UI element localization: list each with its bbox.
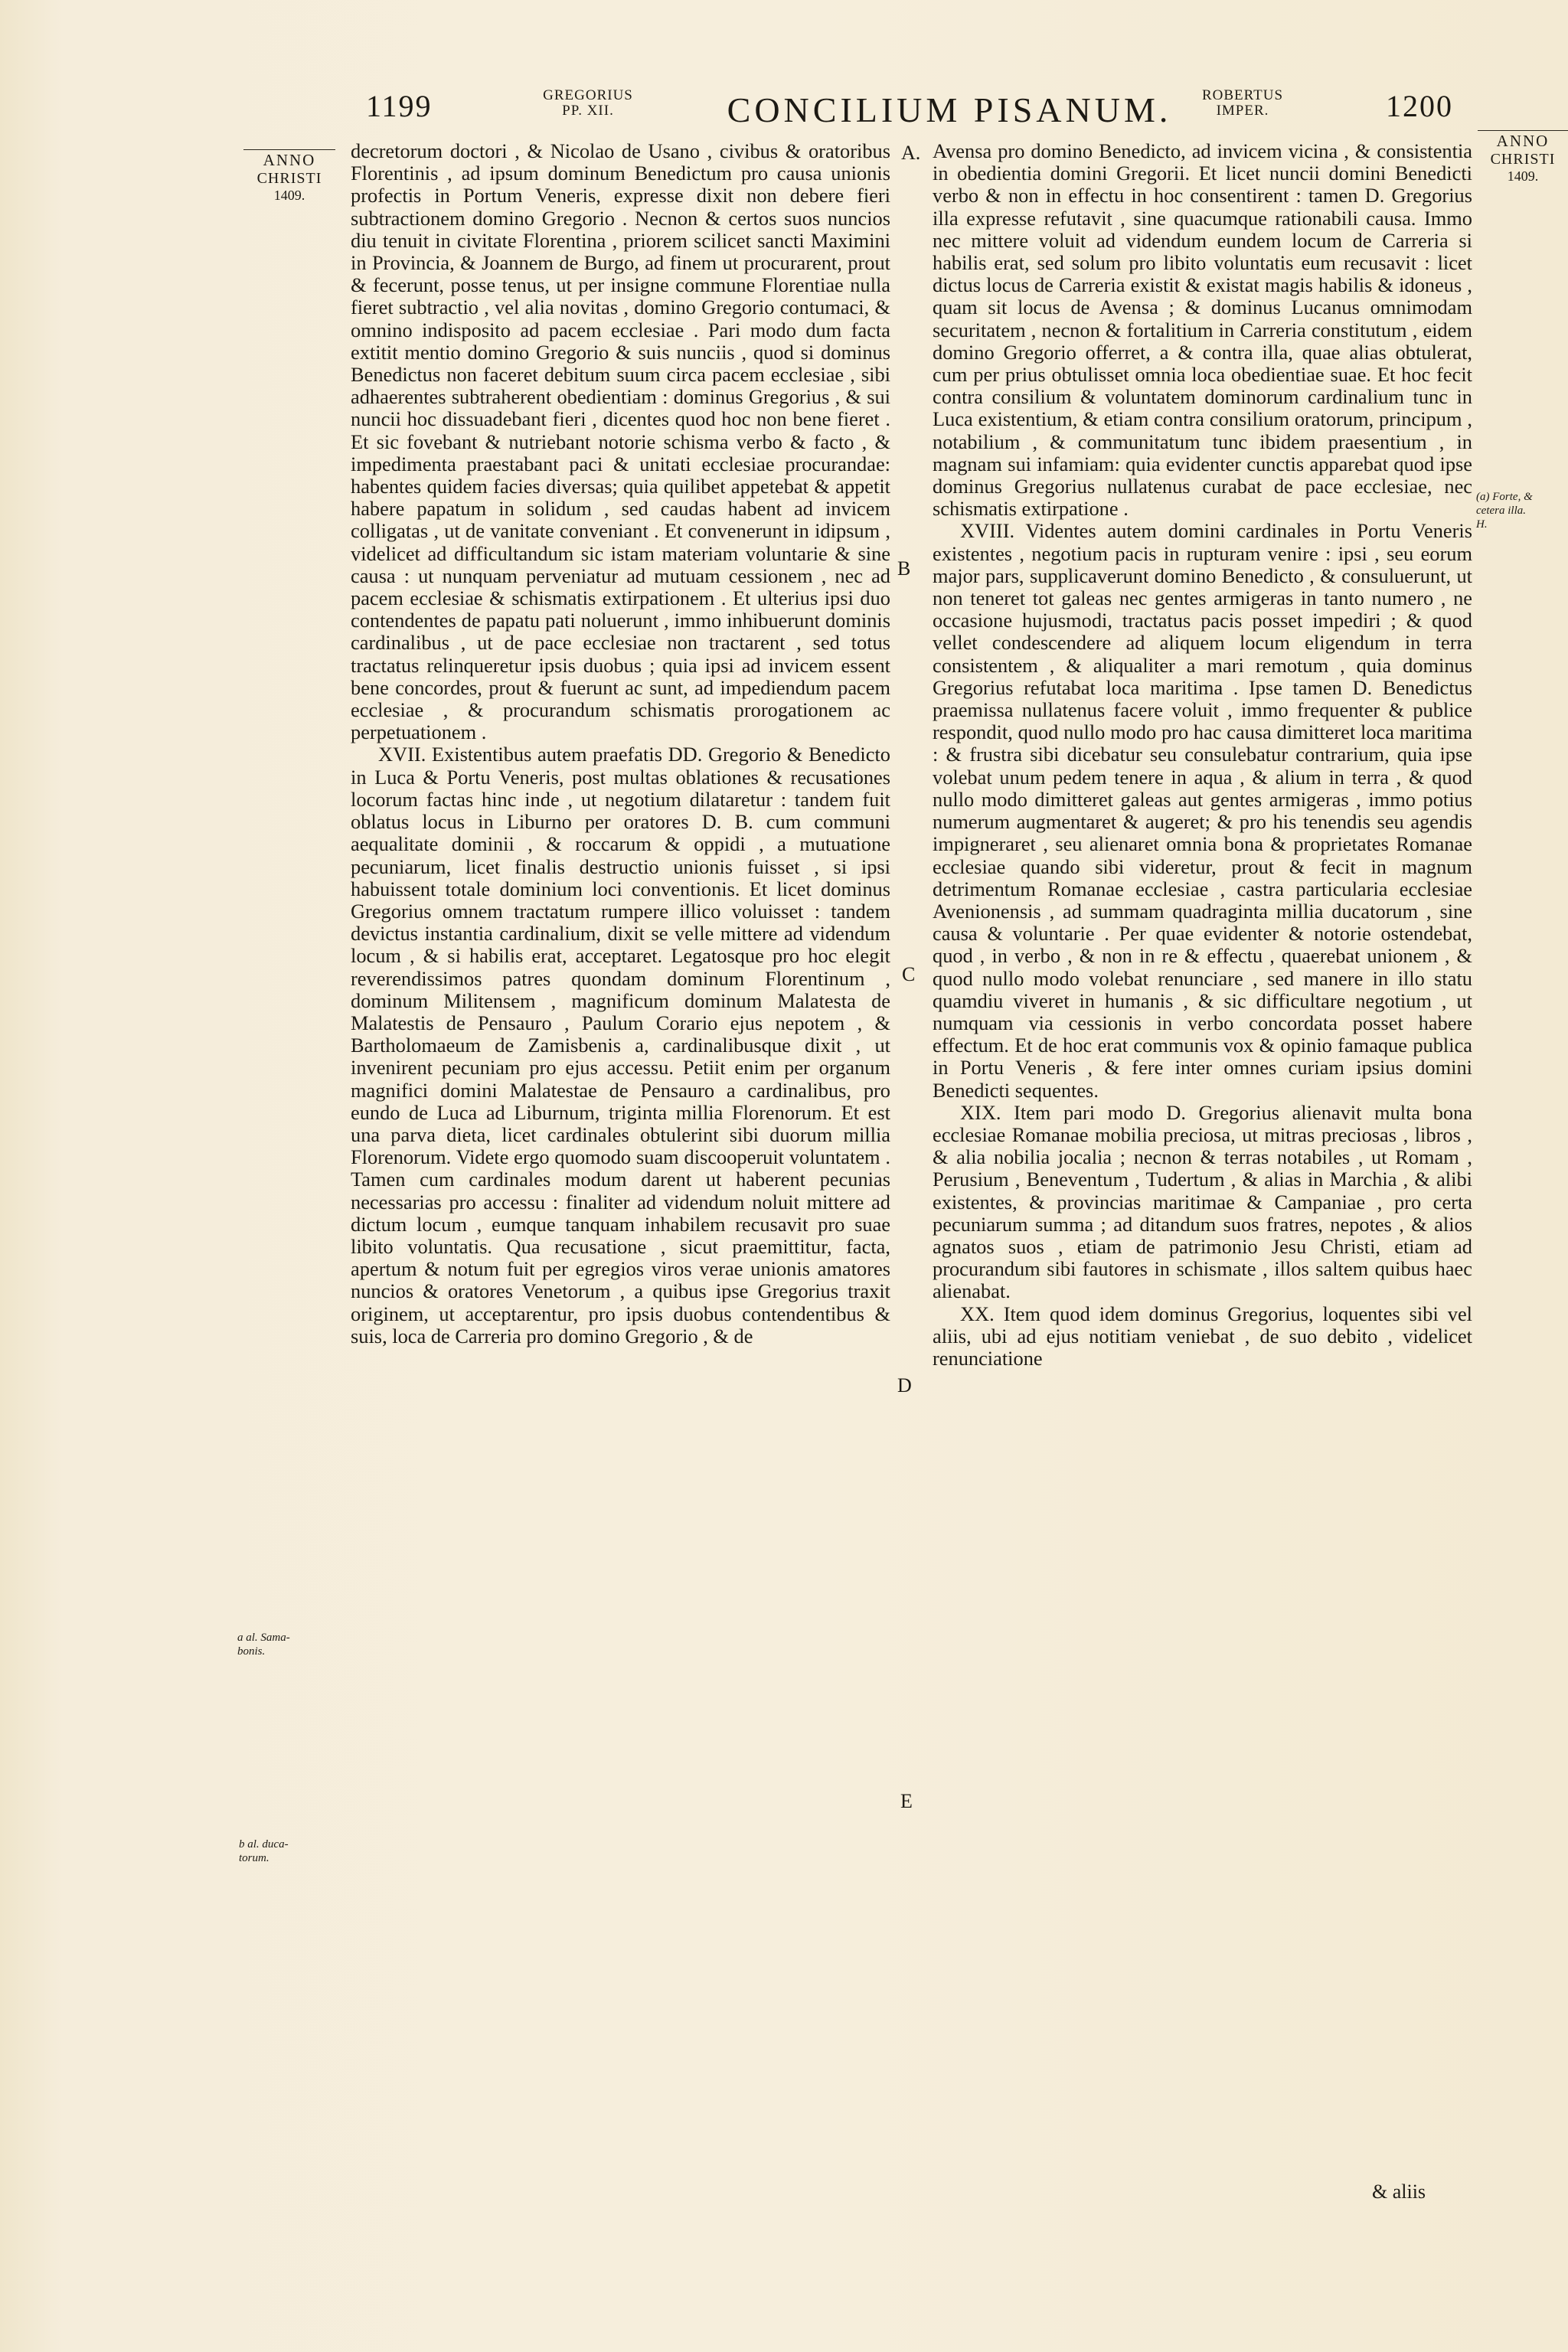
right-running-head-name: ROBERTUS	[1201, 87, 1284, 103]
note-line: b al. duca-	[239, 1838, 289, 1851]
margin-variant-note-2	[239, 1838, 338, 1865]
paragraph-xvii: XVII. Existentibus autem praefatis DD. Gregorio & Benedicto in Luca & Portu Veneris, post multas oblationes & recusationes locorum factas hinc inde , ut negotium dilataretur : tandem fuit oblatus locus in Liburno per oratores D. B. cum communi aequalitate dominii , & roccarum & oppidi , a mutuatione pecuniarum, licet finalis destructio unionis fuisset , si ipsi habuissent totale dominium loci conventionis. Et licet dominus Gregorius omnem tractatum rumpere illico voluisset : tandem devictus instantia cardinalium, dixit se velle mittere ad videndum locum , & si habilis erat, acceptaret. Legatosque pro hoc elegit reverendissimos patres quondam dominum Florentinum , dominum Militensem , magnificum dominum Malatesta de Malatestis de Pensauro , Paulum Corario ejus nepotem , & Bartholomaeum de Zamisbenis a, cardinalibusque dixit , ut invenirent pecuniam pro ejus accessu. Petiit enim per organum magnifici domini Malatestae de Pensauro a cardinalibus, pro eundo de Luca ad Liburnum, triginta millia Florenorum. Et est una parva dieta, licet cardinales obtulerint sibi duorum millia Florenorum. Videte ergo quomodo suam discooperuit voluntatem . Tamen cum cardinales modum darent ut haberent pecunias necessarias pro accessu : finaliter ad videndum noluit mittere ad dictum locum , eumque tanquam inhabilem recusavit pro suae libito voluntatis. Qua recusatione , sicut praemittitur, facta, apertum & notum fuit per egregios viros verae unionis amatores nuncios & oratores Venetorum , a quibus ipse Gregorius traxit originem, ut acceptarentur, pro ipsis duobus contendentibus & suis, loca de Carreria pro domino Gregorio , & de	[351, 743, 890, 1348]
left-page-number: 1199	[366, 89, 433, 123]
right-page-number: 1200	[1386, 89, 1453, 123]
right-running-head	[1185, 88, 1300, 119]
catchword: & aliis	[1372, 2180, 1426, 2203]
right-running-head-sub: IMPER.	[1216, 103, 1269, 119]
page-title: CONCILIUM PISANUM.	[727, 90, 1172, 129]
left-running-head-sub: PP. XII.	[562, 103, 614, 119]
christi-label: CHRISTI	[256, 170, 322, 187]
anno-label: ANNO	[243, 149, 335, 169]
running-header	[0, 73, 1568, 134]
margin-variant-note-1	[237, 1631, 337, 1658]
section-letter-b: B	[897, 557, 911, 580]
note-line: torum.	[239, 1852, 270, 1864]
note-line: H.	[1476, 518, 1488, 531]
section-letter-c: C	[902, 963, 916, 985]
left-running-head	[511, 88, 665, 119]
anno-christi-left	[243, 149, 335, 203]
section-letter-e: E	[900, 1790, 913, 1812]
margin-editor-note	[1476, 490, 1566, 531]
left-running-head-name: GREGORIUS	[543, 87, 633, 103]
paragraph-continued: Avensa pro domino Benedicto, ad invicem vicina , & consistentia in obedientia domini Gregorii. Et licet nuncii domini Benedicti verbo & non in effectu in hoc consentirent : tamen D. Gregorius illa expresse refutavit , sine quacumque rationabili causa. Immo nec mittere voluit ad videndum eundem locum de Carreria si habilis erat, sed solum pro libito voluntatis eum recusavit : licet dictus locus de Carreria existit & existat magis habilis & idoneus , quam sit locus de Avensa ; & dominus Lucanus omnimodam securitatem , necnon & fortalitium in Carreria constitutum , eidem domino Gregorio offerret, a & contra illa, quae alias obtulerat, cum per prius obtulisset omnia loca obedientiae suae. Et hoc fecit contra consilium & voluntatem dominorum cardinalium tunc in Luca existentium, & etiam contra consilium oratorum, principum , notabilium , & communitatum tunc ibidem praesentium , in magnam sui infamiam: quia evidenter cunctis apparebat quod ipse dominus Gregorius nullatenus curabat de pace ecclesiae, nec schismatis extirpatione .	[933, 139, 1472, 521]
paragraph-xix: XIX. Item pari modo D. Gregorius alienavit multa bona ecclesiae Romanae mobilia preciosa, ut mitras preciosas , libros , & alia nobilia jocalia ; necnon & terras notabiles , ut Romam , Perusium , Beneventum , Tudertum , & alias in Marchia , & alibi existentes, & provincias maritimae & Campaniae , pro certa pecuniarum summa ; ad ditandum suos fratres, nepotes , & alios agnatos suos , etiam de patrimonio Jesu Christi, etiam ad procurandum sibi fautores in schismate , illos saltem quibus haec alienabat.	[933, 1100, 1472, 1303]
right-text-column	[933, 140, 1472, 1370]
paragraph-xviii: XVIII. Videntes autem domini cardinales in Portu Veneris existentes , negotium pacis in rupturam venire : ipsi , seu eorum major pars, supplicaverunt domino Benedicto , & consuluerunt, ut non teneret tot galeas nec gentes armigeras in tanto numero , ne occasione hujusmodi, tractatus pacis posset impediri ; & quod vellet condescendere ad aliquem locum eligendum in terra consistentem , & aliqualiter a mari remotum , quia dominus Gregorius refutabat loca maritima . Ipse tamen D. Benedictus praemissa nullatenus facere voluit , immo frequenter & publice respondit, quod nullo modo pro hac causa dimitteret loca maritima : & frustra sibi dicebatur seu consulebatur contrarium, quia ipse volebat unum pedem tenere in aqua , & alium in terra , & quod nullo modo dimitteret galeas aut gentes armigeras , immo potius numerum augmentaret & augeret; & pro his tenendis seu agendis impigneraret , seu alienaret omnia bona & proprietates Romanae ecclesiae quando sibi videretur, prout & fecit in magnum detrimentum Romanae ecclesiae , castra particularia ecclesiae Avenionensis , ad summam quadraginta millia ducatorum , sine causa & voluntarie . Per quae evidenter & notorie ostendebat, quod , in verbo , & non in re & effectu , quaerebat unionem , & quod nullo modo volebat renunciare , sed manere in illo statu quamdiu viveret in humanis , & sic difficultare negotium , ut numquam via cessionis in verbo concordata posset habere effectum. Et de hoc erat communis vox & opinio famaque publica in Portu Veneris , & fere inter omnes curiam ipsius domini Benedicti sequentes.	[933, 519, 1472, 1102]
section-letter-d: D	[897, 1374, 912, 1396]
section-letter-a: A.	[901, 142, 921, 164]
christi-label: CHRISTI	[1490, 151, 1556, 168]
anno-christi-right	[1478, 130, 1568, 184]
paragraph-continued: decretorum doctori , & Nicolao de Usano , civibus & oratoribus Florentinis , ad ipsum dominum Benedictum pro causa unionis profectis in Portum Veneris, expresse dixit non debere fieri subtractionem domino Gregorio . Necnon & certos suos nuncios diu tenuit in civitate Florentina , priorem scilicet sancti Maximini in Provincia, & Joannem de Burgo, ad finem ut procurarent, prout & fecerunt, posse tenus, ut per insigne commune Florentiae nulla fieret subtractio , vel alia novitas , domino Gregorio contumaci, & omnino indisposito ad pacem ecclesiae . Pari modo dum facta extitit mentio domino Gregorio & suis nunciis , quod si dominus Benedictus non faceret debitum suum circa pacem ecclesiae , sibi adhaerentes subtraherent obedientiam : dominus Gregorius , & sui nuncii hoc dissuadebant fieri , dicentes quod hoc non bene fieret . Et sic fovebant & nutriebant notorie schisma verbo & facto , & impedimenta praestabant paci & unitati ecclesiae procurandae: habentes quidem facies diversas; quia quilibet appetebat & appetit habere papatum in solidum , sed caudas habent ad invicem colligatas , ut de vanitate conveniant . Et convenerunt in idipsum , videlicet ad difficultandum sic istam materiam voluntarie & sine causa : ut nunquam perveniatur ad mutuam cessionem , nec ad pacem ecclesiae & schismatis extirpationem . Et ulterius ipsi duo contendentes de papatu pati noluerunt , immo inhibuerunt dominis cardinalibus , ut de pace ecclesiae non tractarent , sed totus tractatus relinqueretur ipsis duobus ; quia ipsi ad invicem essent bene concordes, prout & fuerunt ac sunt, ad impediendum pacem ecclesiae , & procurandum schismatis prorogationem ac perpetuationem .	[351, 139, 890, 744]
left-text-column	[351, 140, 890, 1348]
anno-label: ANNO	[1478, 130, 1568, 150]
anno-year: 1409.	[273, 188, 305, 203]
anno-year: 1409.	[1507, 168, 1539, 184]
note-line: bonis.	[237, 1645, 266, 1658]
paragraph-xx: XX. Item quod idem dominus Gregorius, loquentes sibi vel aliis, ubi ad ejus notitiam veniebat , de suo debito , videlicet renunciatione	[933, 1302, 1472, 1370]
note-line: (a) Forte, &	[1476, 491, 1533, 503]
note-line: cetera illa.	[1476, 505, 1526, 517]
note-line: a al. Sama-	[237, 1632, 290, 1644]
